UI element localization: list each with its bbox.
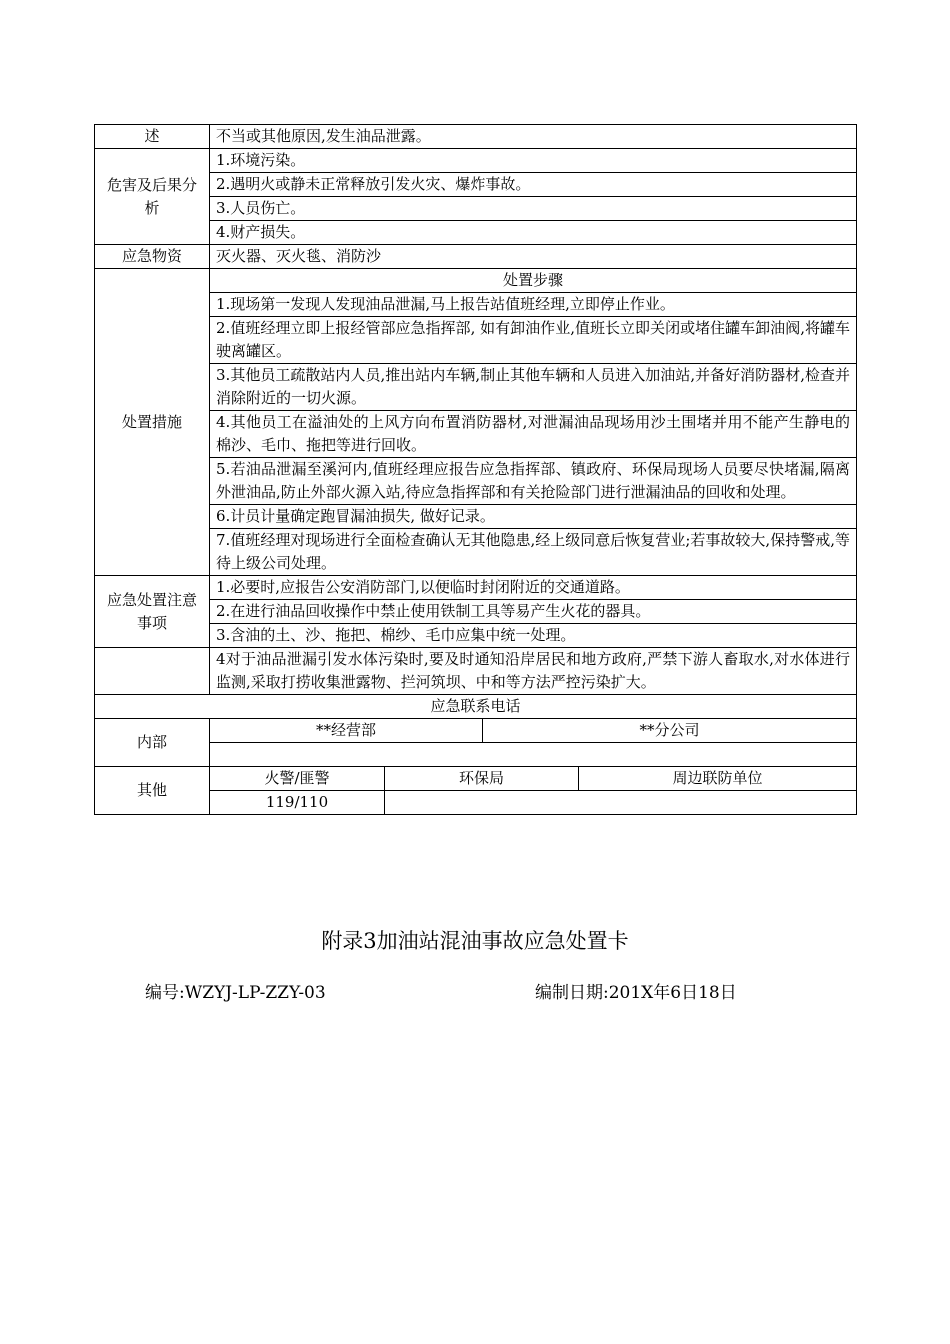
measure-step: 5.若油品泄漏至溪河内,值班经理应报告应急指挥部、镇政府、环保局现场人员要尽快堵漏,隔离外泄油品,防止外部火源入站,待应急指挥部和有关抢险部门进行泄漏油品的回收和处理。 (210, 458, 857, 505)
other-col1: 火警/匪警 (210, 767, 385, 791)
measure-step: 2.值班经理立即上报经管部应急指挥部, 如有卸油作业,值班长立即关闭或堵住罐车卸油阀,将罐车驶离罐区。 (210, 317, 857, 364)
table-row (95, 791, 857, 815)
appendix-title: 附录3加油站混油事故应急处置卡 (321, 929, 629, 953)
table-row (95, 364, 857, 411)
table-row (95, 743, 857, 767)
measures-header: 处置步骤 (210, 269, 857, 293)
table-row (95, 149, 857, 173)
measure-step: 1.现场第一发现人发现油品泄漏,马上报告站值班经理,立即停止作业。 (210, 293, 857, 317)
supplies-label: 应急物资 (95, 245, 210, 269)
note-item: 1.必要时,应报告公安消防部门,以便临时封闭附近的交通道路。 (210, 576, 857, 600)
doc-code: 编号:WZYJ-LP-ZZY-03 (145, 983, 326, 1003)
note-item: 3.含油的土、沙、拖把、棉纱、毛巾应集中统一处理。 (210, 624, 857, 648)
table-row (95, 600, 857, 624)
hazard-item: 4.财产损失。 (210, 221, 857, 245)
hazard-label: 危害及后果分析 (95, 149, 210, 245)
hazard-item: 1.环境污染。 (210, 149, 857, 173)
table-row (95, 529, 857, 576)
supplies-text: 灭火器、灭火毯、消防沙 (210, 245, 857, 269)
table-row (95, 695, 857, 719)
table-row (95, 221, 857, 245)
table-row (95, 505, 857, 529)
empty-cell (385, 791, 857, 815)
other-label: 其他 (95, 767, 210, 815)
table-row (95, 458, 857, 505)
doc-date: 编制日期:201X年6日18日 (535, 983, 737, 1003)
table-row (95, 125, 857, 149)
measures-label: 处置措施 (95, 269, 210, 576)
table-row (95, 411, 857, 458)
desc-text: 不当或其他原因,发生油品泄露。 (210, 125, 857, 149)
measure-step: 4.其他员工在溢油处的上风方向布置消防器材,对泄漏油品现场用沙土围堵并用不能产生静电的棉沙、毛巾、拖把等进行回收。 (210, 411, 857, 458)
note-extra: 4对于油品泄漏引发水体污染时,要及时通知沿岸居民和地方政府,严禁下游人畜取水,对水体进行监测,采取打捞收集泄露物、拦河筑坝、中和等方法严控污染扩大。 (210, 648, 857, 695)
table-row (95, 648, 857, 695)
table-row (95, 173, 857, 197)
measure-step: 6.计员计量确定跑冒漏油损失, 做好记录。 (210, 505, 857, 529)
table-row (95, 576, 857, 600)
hazard-item: 2.遇明火或静未正常释放引发火灾、爆炸事故。 (210, 173, 857, 197)
other-val1: 119/110 (210, 791, 385, 815)
desc-label: 述 (95, 125, 210, 149)
table-row (95, 624, 857, 648)
table-row (95, 293, 857, 317)
internal-label: 内部 (95, 719, 210, 767)
other-col3: 周边联防单位 (579, 767, 857, 791)
table-row (95, 197, 857, 221)
contacts-header: 应急联系电话 (95, 695, 857, 719)
table-row (95, 719, 857, 743)
measure-step: 7.值班经理对现场进行全面检查确认无其他隐患,经上级同意后恢复营业;若事故较大,保持警戒,等待上级公司处理。 (210, 529, 857, 576)
notes-label: 应急处置注意事项 (95, 576, 210, 648)
table-row (95, 269, 857, 293)
other-col2: 环保局 (385, 767, 579, 791)
table-row (95, 317, 857, 364)
note-item: 2.在进行油品回收操作中禁止使用铁制工具等易产生火花的器具。 (210, 600, 857, 624)
internal-col2: **分公司 (483, 719, 857, 743)
empty-cell (95, 648, 210, 695)
measure-step: 3.其他员工疏散站内人员,推出站内车辆,制止其他车辆和人员进入加油站,并备好消防器材,检查并消除附近的一切火源。 (210, 364, 857, 411)
empty-cell (210, 743, 857, 767)
internal-col1: **经营部 (210, 719, 483, 743)
table-row (95, 245, 857, 269)
table-row (95, 767, 857, 791)
hazard-item: 3.人员伤亡。 (210, 197, 857, 221)
emergency-card-table (94, 124, 857, 815)
